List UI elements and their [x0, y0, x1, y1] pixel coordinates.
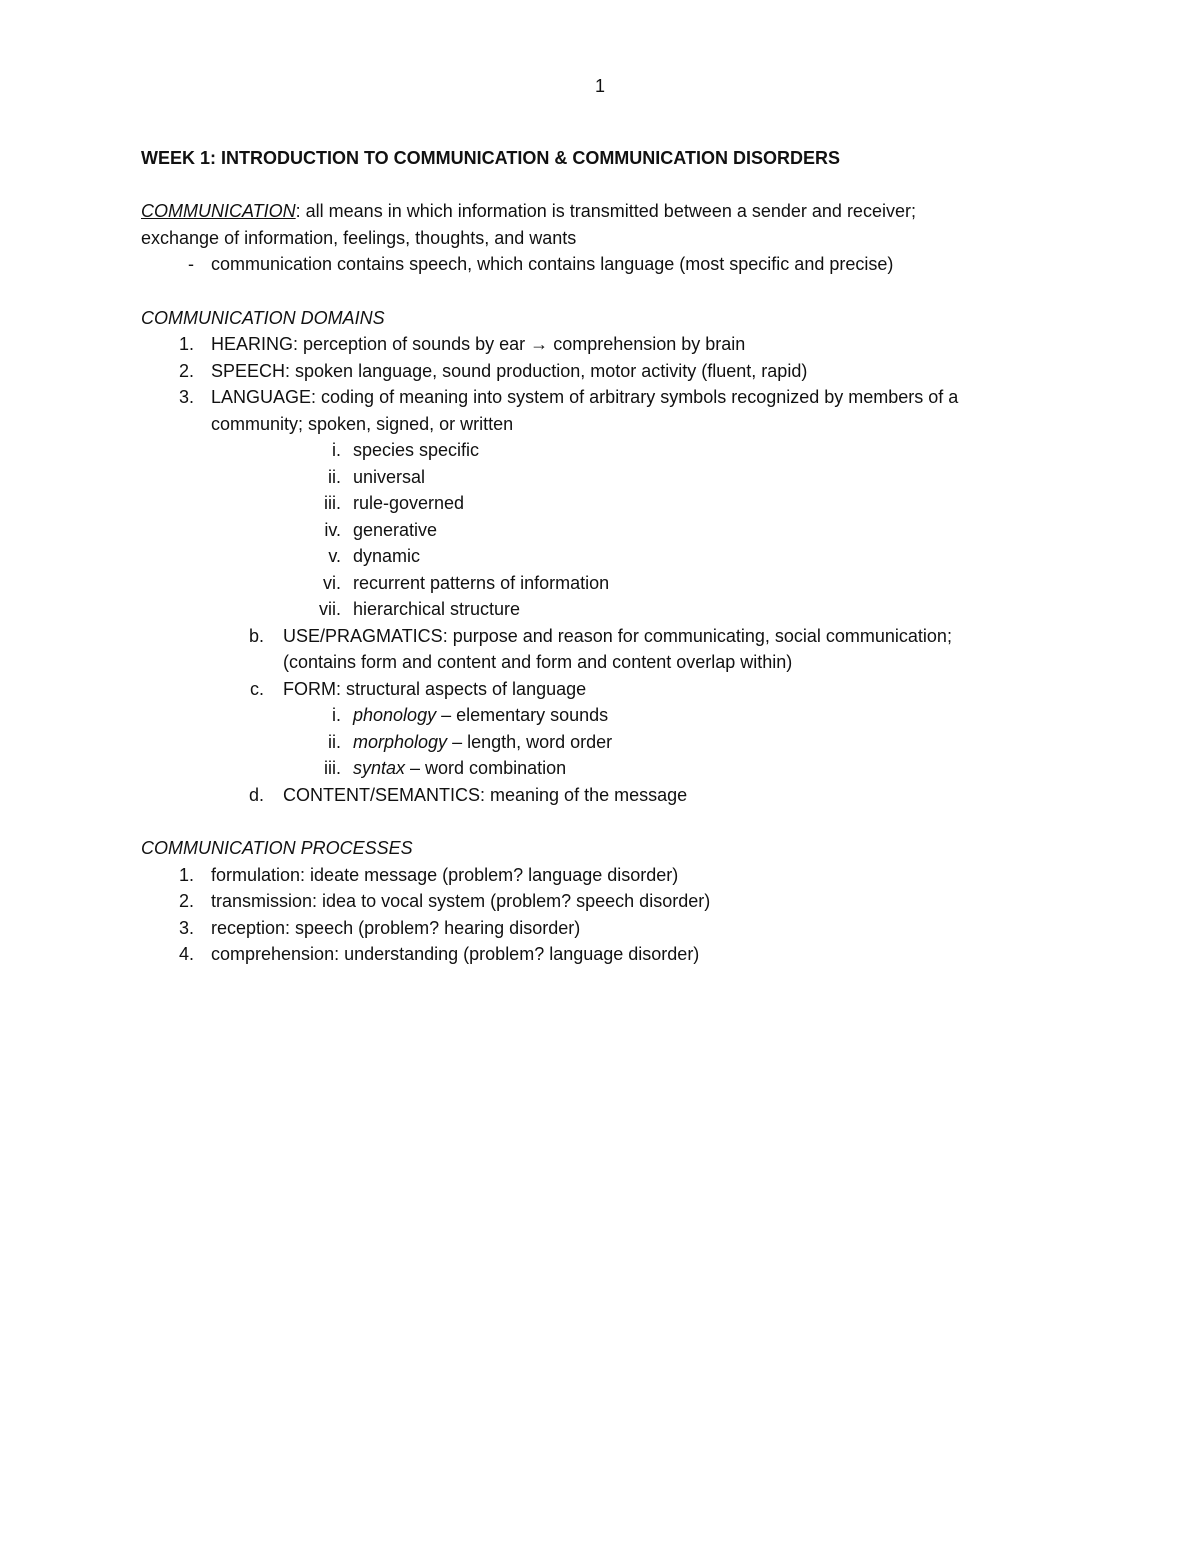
list-marker: 3.: [178, 917, 194, 938]
list-item: [141, 331, 1061, 358]
list-item: [141, 358, 1061, 385]
item-text: hierarchical structure: [353, 599, 521, 619]
bullet-text: communication contains speech, which contains language (most specific and precise): [211, 254, 894, 274]
list-marker: b.: [248, 625, 264, 646]
list-item: [141, 596, 1061, 623]
list-marker: 1.: [178, 334, 194, 354]
list-marker: ii.: [328, 731, 341, 752]
domains-heading: COMMUNICATION DOMAINS: [141, 307, 385, 328]
item-text: rule-governed: [353, 493, 465, 513]
list-marker: iii.: [324, 758, 341, 778]
arrow-right-icon: →: [530, 334, 549, 354]
definition-text: : all means in which information is transmitted between a sender and receiver;: [295, 201, 916, 221]
list-item: [141, 729, 1061, 756]
item-text: transmission: idea to vocal system (problem? speech disorder): [211, 891, 711, 911]
item-text: reception: speech (problem? hearing disorder): [211, 917, 581, 938]
item-term: phonology: [353, 705, 437, 725]
item-text: SPEECH: spoken language, sound production, motor activity (fluent, rapid): [211, 360, 808, 381]
list-marker: c.: [249, 678, 264, 699]
item-text: – length, word order: [447, 731, 613, 752]
list-item: [141, 570, 1061, 597]
list-item: [141, 941, 1061, 968]
item-term: syntax: [353, 758, 406, 778]
list-item: [141, 490, 1061, 517]
list-marker: 2.: [178, 360, 194, 381]
list-item: [141, 915, 1061, 942]
item-text: – word combination: [405, 758, 567, 778]
list-item: [141, 543, 1061, 570]
item-text: comprehension: understanding (problem? language disorder): [211, 944, 700, 964]
list-item: [141, 888, 1061, 915]
item-text: universal: [353, 466, 426, 487]
definition-line-2: exchange of information, feelings, thoughts, and wants: [141, 227, 577, 248]
list-item: [141, 437, 1061, 464]
page-number: 1: [594, 76, 605, 96]
list-marker: v.: [328, 546, 341, 566]
item-text: comprehension by brain: [553, 334, 746, 354]
item-text: FORM: structural aspects of language: [283, 678, 587, 699]
document-body: [141, 145, 1061, 968]
definition-bullet: [141, 251, 1061, 278]
list-marker: 2.: [178, 891, 194, 911]
list-marker: d.: [248, 784, 264, 805]
list-marker: iii.: [324, 493, 341, 513]
list-item: [141, 384, 1061, 437]
list-marker: ii.: [328, 466, 341, 487]
list-item: [141, 862, 1061, 889]
bullet-marker: -: [188, 254, 194, 274]
list-marker: iv.: [324, 519, 341, 540]
list-item: [141, 464, 1061, 491]
item-text: USE/PRAGMATICS: purpose and reason for communicating, social communication;: [283, 625, 952, 646]
page-title: WEEK 1: INTRODUCTION TO COMMUNICATION & COMMUNICATION DISORDERS: [141, 148, 840, 168]
item-text: generative: [353, 519, 438, 540]
list-marker: i.: [332, 440, 341, 460]
item-text-continued: (contains form and content and form and content overlap within): [283, 652, 793, 672]
list-item: [141, 517, 1061, 544]
item-text: species specific: [353, 440, 480, 460]
list-item: [141, 702, 1061, 729]
item-text: dynamic: [353, 546, 421, 566]
list-marker: 1.: [178, 864, 194, 885]
processes-heading: COMMUNICATION PROCESSES: [141, 838, 413, 858]
list-marker: 3.: [178, 387, 194, 407]
item-text: formulation: ideate message (problem? language disorder): [211, 864, 679, 885]
item-text: CONTENT/SEMANTICS: meaning of the message: [283, 784, 688, 805]
list-marker: i.: [332, 705, 341, 725]
item-text-continued: community; spoken, signed, or written: [211, 413, 514, 434]
item-text: HEARING: perception of sounds by ear: [211, 334, 526, 354]
list-item: [141, 676, 1061, 703]
list-item: [141, 782, 1061, 809]
item-text: recurrent patterns of information: [353, 572, 610, 593]
definition-line: [141, 198, 1061, 225]
item-term: morphology: [353, 731, 448, 752]
item-text: LANGUAGE: coding of meaning into system of arbitrary symbols recognized by members of a: [211, 387, 959, 407]
item-text: – elementary sounds: [436, 705, 609, 725]
list-marker: vi.: [323, 572, 341, 593]
list-item: [141, 623, 1061, 676]
definition-term: COMMUNICATION: [141, 201, 296, 221]
list-item: [141, 755, 1061, 782]
list-marker: 4.: [178, 944, 194, 964]
list-marker: vii.: [319, 599, 341, 619]
